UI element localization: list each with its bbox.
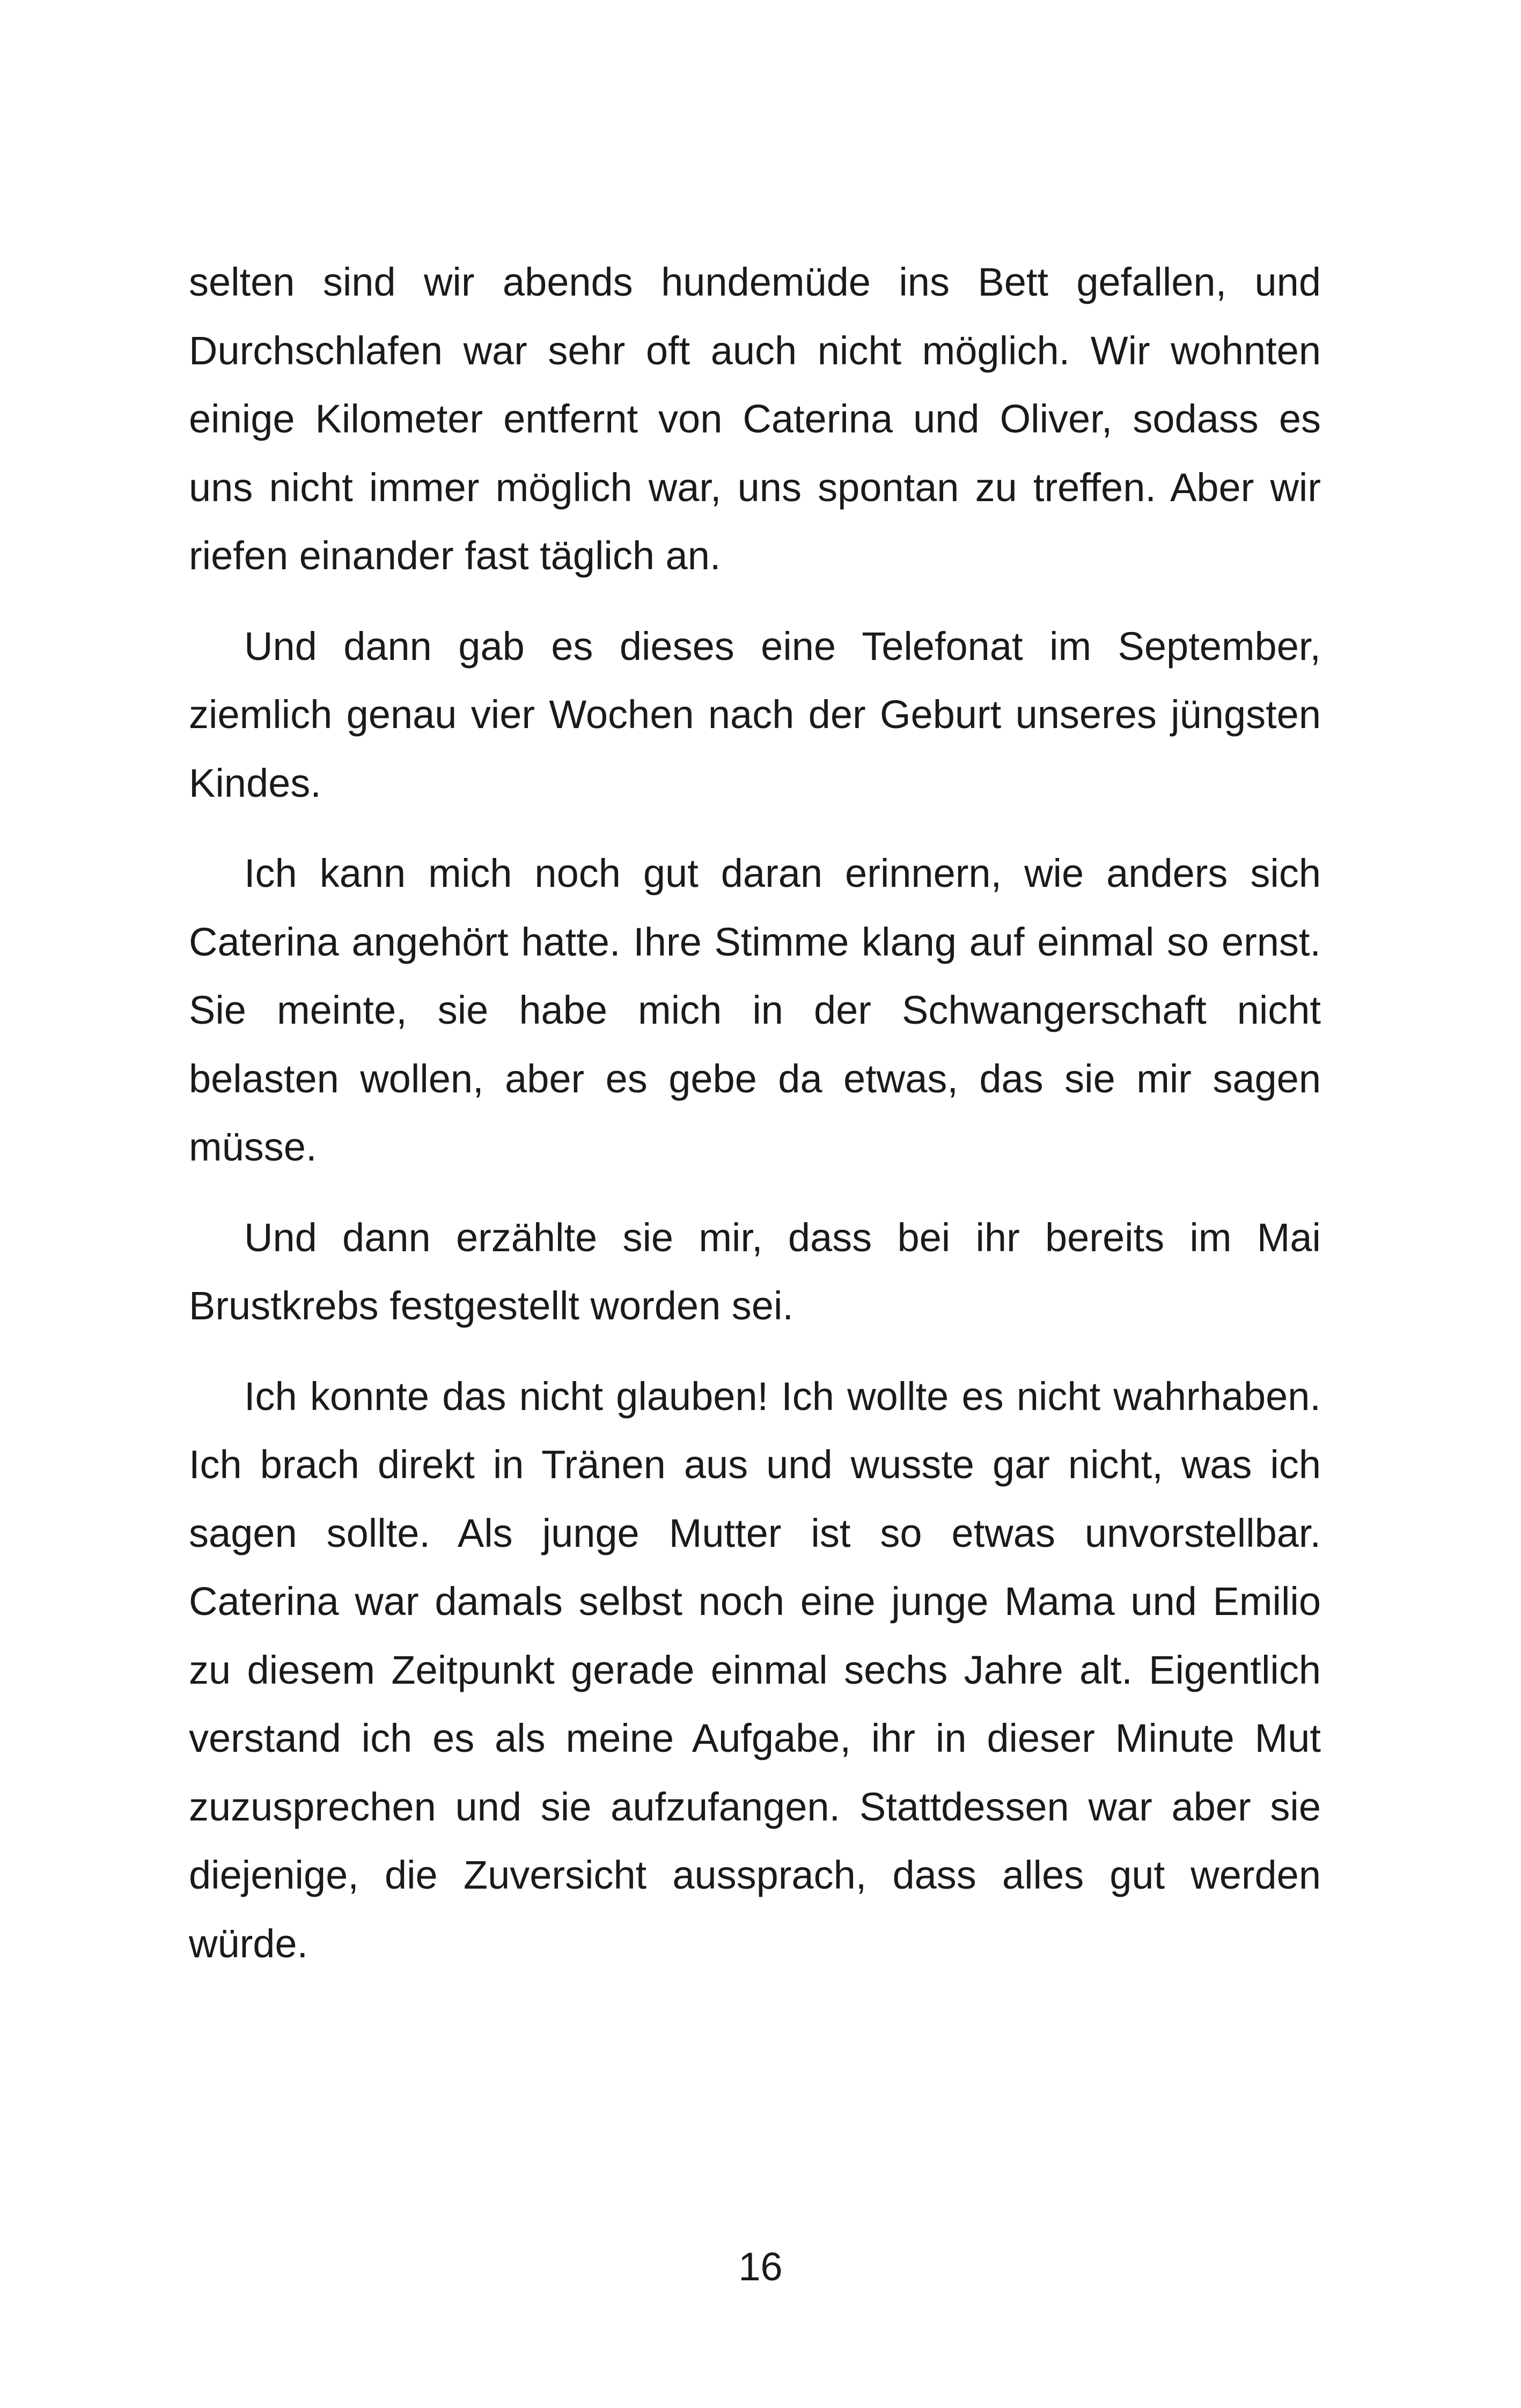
paragraph: Und dann gab es dieses eine Telefonat im September, ziemlich genau vier Wochen nach der Geburt unseres jüngsten Kindes. xyxy=(189,623,1321,805)
paragraph-continued: selten sind wir abends hundemüde ins Bett gefallen, und Durchschlafen war sehr oft auch nicht möglich. Wir wohnten einige Kilometer entfernt von Caterina und Oliver, sodass es uns nicht immer möglich war, uns spontan zu treffen. Aber wir riefen einander fast täglich an. xyxy=(189,260,1321,578)
paragraph: Und dann erzählte sie mir, dass bei ihr bereits im Mai Brustkrebs festgestellt worden sei. xyxy=(189,1215,1321,1328)
paragraph: Ich kann mich noch gut daran erinnern, wie anders sich Caterina angehört hatte. Ihre Stimme klang auf einmal so ernst. Sie meinte, sie habe mich in der Schwangerschaft nicht belasten wollen, aber es gebe da etwas, das sie mir sagen müsse. xyxy=(189,851,1321,1169)
paragraph: Ich konnte das nicht glauben! Ich wollte es nicht wahrhaben. Ich brach direkt in Tränen aus und wusste gar nicht, was ich sagen sollte. Als junge Mutter ist so etwas unvorstellbar. Caterina war damals selbst noch eine junge Mama und Emilio zu diesem Zeitpunkt gerade einmal sechs Jahre alt. Eigentlich verstand ich es als meine Aufgabe, ihr in dieser Minute Mut zuzusprechen und sie aufzufangen. Stattdessen war aber sie diejenige, die Zuversicht aussprach, dass alles gut werden würde. xyxy=(189,1374,1321,1966)
body-text xyxy=(189,248,1321,2000)
page-number: 16 xyxy=(738,2244,783,2289)
